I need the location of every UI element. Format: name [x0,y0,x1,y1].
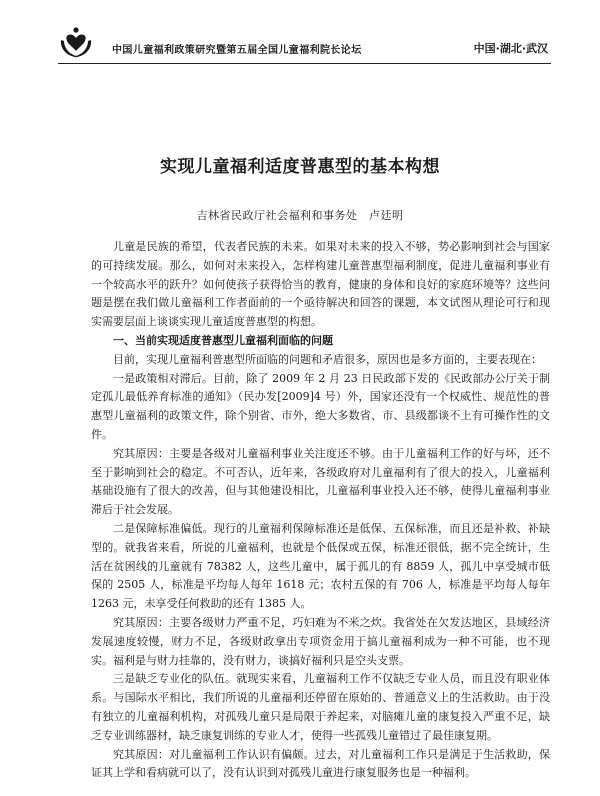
paragraph: 究其原因：主要是各级对儿童福利事业关注度还不够。由于儿童福利工作的好与坏，还不至于影响到社会的稳定。不可否认，近年来，各级政府对儿童福利有了很大的投入，儿童福利基础设施有了很大的改善，但与其他建设相比，儿童福利事业投入还不够，使得儿童福利事业滞后于社会发展。 [91,446,550,517]
hands-holding-heart-logo-icon [58,26,94,60]
paragraph: 目前，实现儿童福利普惠型所面临的问题和矛盾很多，原因也是多方面的，主要表现在： [113,352,542,366]
article-title: 实现儿童福利适度普惠型的基本构想 [160,157,440,177]
header-divider [58,63,551,64]
page-header [58,34,548,60]
article-author: 吉林省民政厅社会福利和事务处 卢廷明 [196,209,404,222]
paragraph: 一是政策相对滞后。目前，除了 2009 年 2 月 23 日民政部下发的《民政部办公厅关于制定孤儿最低养育标准的通知》（民办发[2009]4 号）外，国家还没有一个权威性、规范性的普惠型儿童福利的政策文件，除个别省、市外，绝大多数省、市、县级都谈不上有可操作性的文件。 [91,371,550,441]
section-heading: 一、当前实现适度普惠型儿童福利面临的问题 [113,333,333,347]
conference-location: 中国·湖北·武汉 [473,42,548,55]
article-body [91,238,550,783]
paragraph: 二是保障标准偏低。现行的儿童福利保障标准还是低保、五保标准，而且还是补救、补缺型的。就我省来看，所说的儿童福利，也就是个低保或五保，标准还很低，据不完全统计，生活在贫困线的儿童就有 78382 人，这些儿童中，属于孤儿的有 8859 人，孤儿中享受城市低保的 2505 人，标准是平均每人每年 1618 元；农村五保的有 706 人，标准是平均每人每年 1263 元，未享受任何救助的还有 1385 人。 [91,521,550,611]
paragraph: 三是缺乏专业化的队伍。就现实来看，儿童福利工作不仅缺乏专业人员，而且没有职业体系。与国际水平相比，我们所说的儿童福利还停留在原始的、普通意义上的生活救助。由于没有独立的儿童福利机构，对孤残儿童只是局限于养起来，对脑瘫儿童的康复投入严重不足，缺乏专业训练器材，缺乏康复训练的专业人才，使得一些孤残儿童错过了最佳康复期。 [91,672,550,742]
paragraph: 究其原因：主要各级财力严重不足，巧妇难为不米之炊。我省处在欠发达地区，县域经济发展速度较慢，财力不足，各级财政拿出专项资金用于搞儿童福利成为一种不可能，也不现实。福利是与财力挂靠的，没有财力，谈搞好福利只是空头支票。 [91,615,550,667]
paragraph: 究其原因：对儿童福利工作认识有偏颇。过去，对儿童福利工作只是满足于生活救助，保证其上学和看病就可以了，没有认识到对孤残儿童进行康复服务也是一种福利。 [91,747,550,780]
running-head: 中国儿童福利政策研究暨第五届全国儿童福利院长论坛 [112,45,362,56]
paragraph-intro: 儿童是民族的希望，代表者民族的未来。如果对未来的投入不够，势必影响到社会与国家的可持续发展。那么，如何对未来投入，怎样构建儿童普惠型福利制度，促进儿童福利事业有一个较高水平的跃升？如何使孩子获得恰当的教育，健康的身体和良好的家庭环境等？这些问题是摆在我们做儿童福利工作者面前的一个亟待解决和回答的课题，本文试图从理论可行和现实需要层面上谈谈实现儿童适度普惠型的构想。 [91,240,550,329]
